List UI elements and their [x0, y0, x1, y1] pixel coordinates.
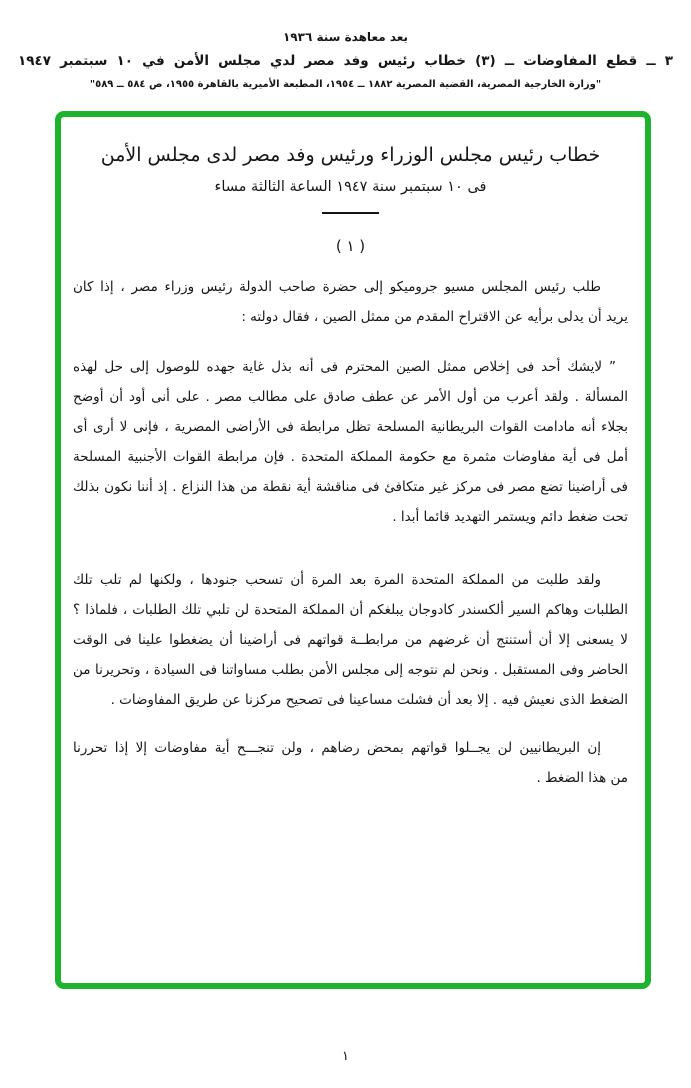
speech-title: خطاب رئيس مجلس الوزراء ورئيس وفد مصر لدى مجلس الأمن	[100, 144, 601, 166]
text-line: فى أراضينا تضع مصر فى مركز غير متكافئ فى مناقشة أية نقطة من هذا النزاع . إذ أننا نكون بذلك	[73, 479, 628, 495]
header-source-citation: "وزارة الخارجية المصرية، القضية المصرية ١٨٨٢ ــ ١٩٥٤، المطبعة الأميرية بالقاهرة ١٩٥٥، ص ٥٨٤ ــ ٥٨٩"	[89, 79, 602, 90]
paragraph-1	[73, 272, 628, 332]
text-line: يريد أن يدلى برأيه عن الاقتراح المقدم من ممثل الصين ، فقال دولته :	[241, 309, 628, 325]
text-line: بجلاء أنه مادامت القوات البريطانية المسلحة تظل مرابطة فى الأراضى المصرية ، فإنى لا أرى أى	[73, 419, 628, 435]
text-line: طلب رئيس المجلس مسيو جروميكو إلى حضرة صاحب الدولة رئيس وزراء مصر ، إذا كان	[73, 279, 601, 295]
paragraph-4	[73, 733, 628, 793]
text-line: ولقد طلبت من المملكة المتحدة المرة بعد المرة أن تسحب جنودها ، ولكنها لم تلب تلك	[73, 572, 601, 588]
title-divider	[322, 212, 379, 214]
text-line: لا يسعنى إلا أن أستنتج أن غرضهم من مرابطــة قواتهم فى أراضينا أن يضغطوا علينا فى الوقت	[73, 632, 628, 648]
text-line: ” لايشك أحد فى إخلاص ممثل الصين المحترم فى أنه بذل غاية جهده للوصول إلى حل لهذه	[73, 359, 616, 375]
text-line: الحاضر وفى المستقبل . ونحن لم نتوجه إلى مجلس الأمن بطلب مساواتنا فى السيادة ، وتحريرنا من	[73, 662, 628, 678]
text-line: تحت ضغط دائم ويستمر التهديد قائما أبدا .	[392, 509, 628, 525]
green-document-frame	[55, 111, 651, 989]
header-treaty-note: بعد معاهدة سنة ١٩٣٦	[282, 30, 409, 44]
section-number: ( ١ )	[335, 237, 366, 255]
header-document-heading: ٣ ــ قطع المفاوضات ــ (٣) خطاب رئيس وفد مصر لدي مجلس الأمن في ١٠ سبتمبر ١٩٤٧	[18, 53, 673, 69]
speech-datetime: فى ١٠ سبتمبر سنة ١٩٤٧ الساعة الثالثة مساء	[214, 179, 487, 195]
text-line: المسألة . ولقد أعرب من أول الأمر عن عطف صادق على مطالب مصر . على أنى أود أن أوضح	[73, 389, 628, 405]
text-line: الطلبات وهاكم السير ألكسندر كادوجان يبلغكم أن المملكة المتحدة لن تلبي تلك الطلبات ، فلماذا ؟	[73, 602, 628, 618]
page-header	[0, 30, 691, 90]
text-line: الضغط الذى نعيش فيه . إلا بعد أن فشلت مساعينا فى تصحيح مركزنا عن طريق المفاوضات .	[110, 692, 628, 708]
paragraph-2	[73, 352, 628, 532]
text-line: أمل فى أية مفاوضات مثمرة مع حكومة المملكة المتحدة . فإن مرابطة القوات الأجنبية المسلحة	[73, 449, 628, 465]
text-line: إن البريطانيين لن يجــلوا قواتهم بمحض رضاهم ، ولن تنجـــح أية مفاوضات إلا إذا تحررنا	[73, 740, 601, 756]
paragraph-3	[73, 565, 628, 715]
page-number: ١	[342, 1049, 349, 1064]
text-line: من هذا الضغط .	[536, 770, 628, 786]
